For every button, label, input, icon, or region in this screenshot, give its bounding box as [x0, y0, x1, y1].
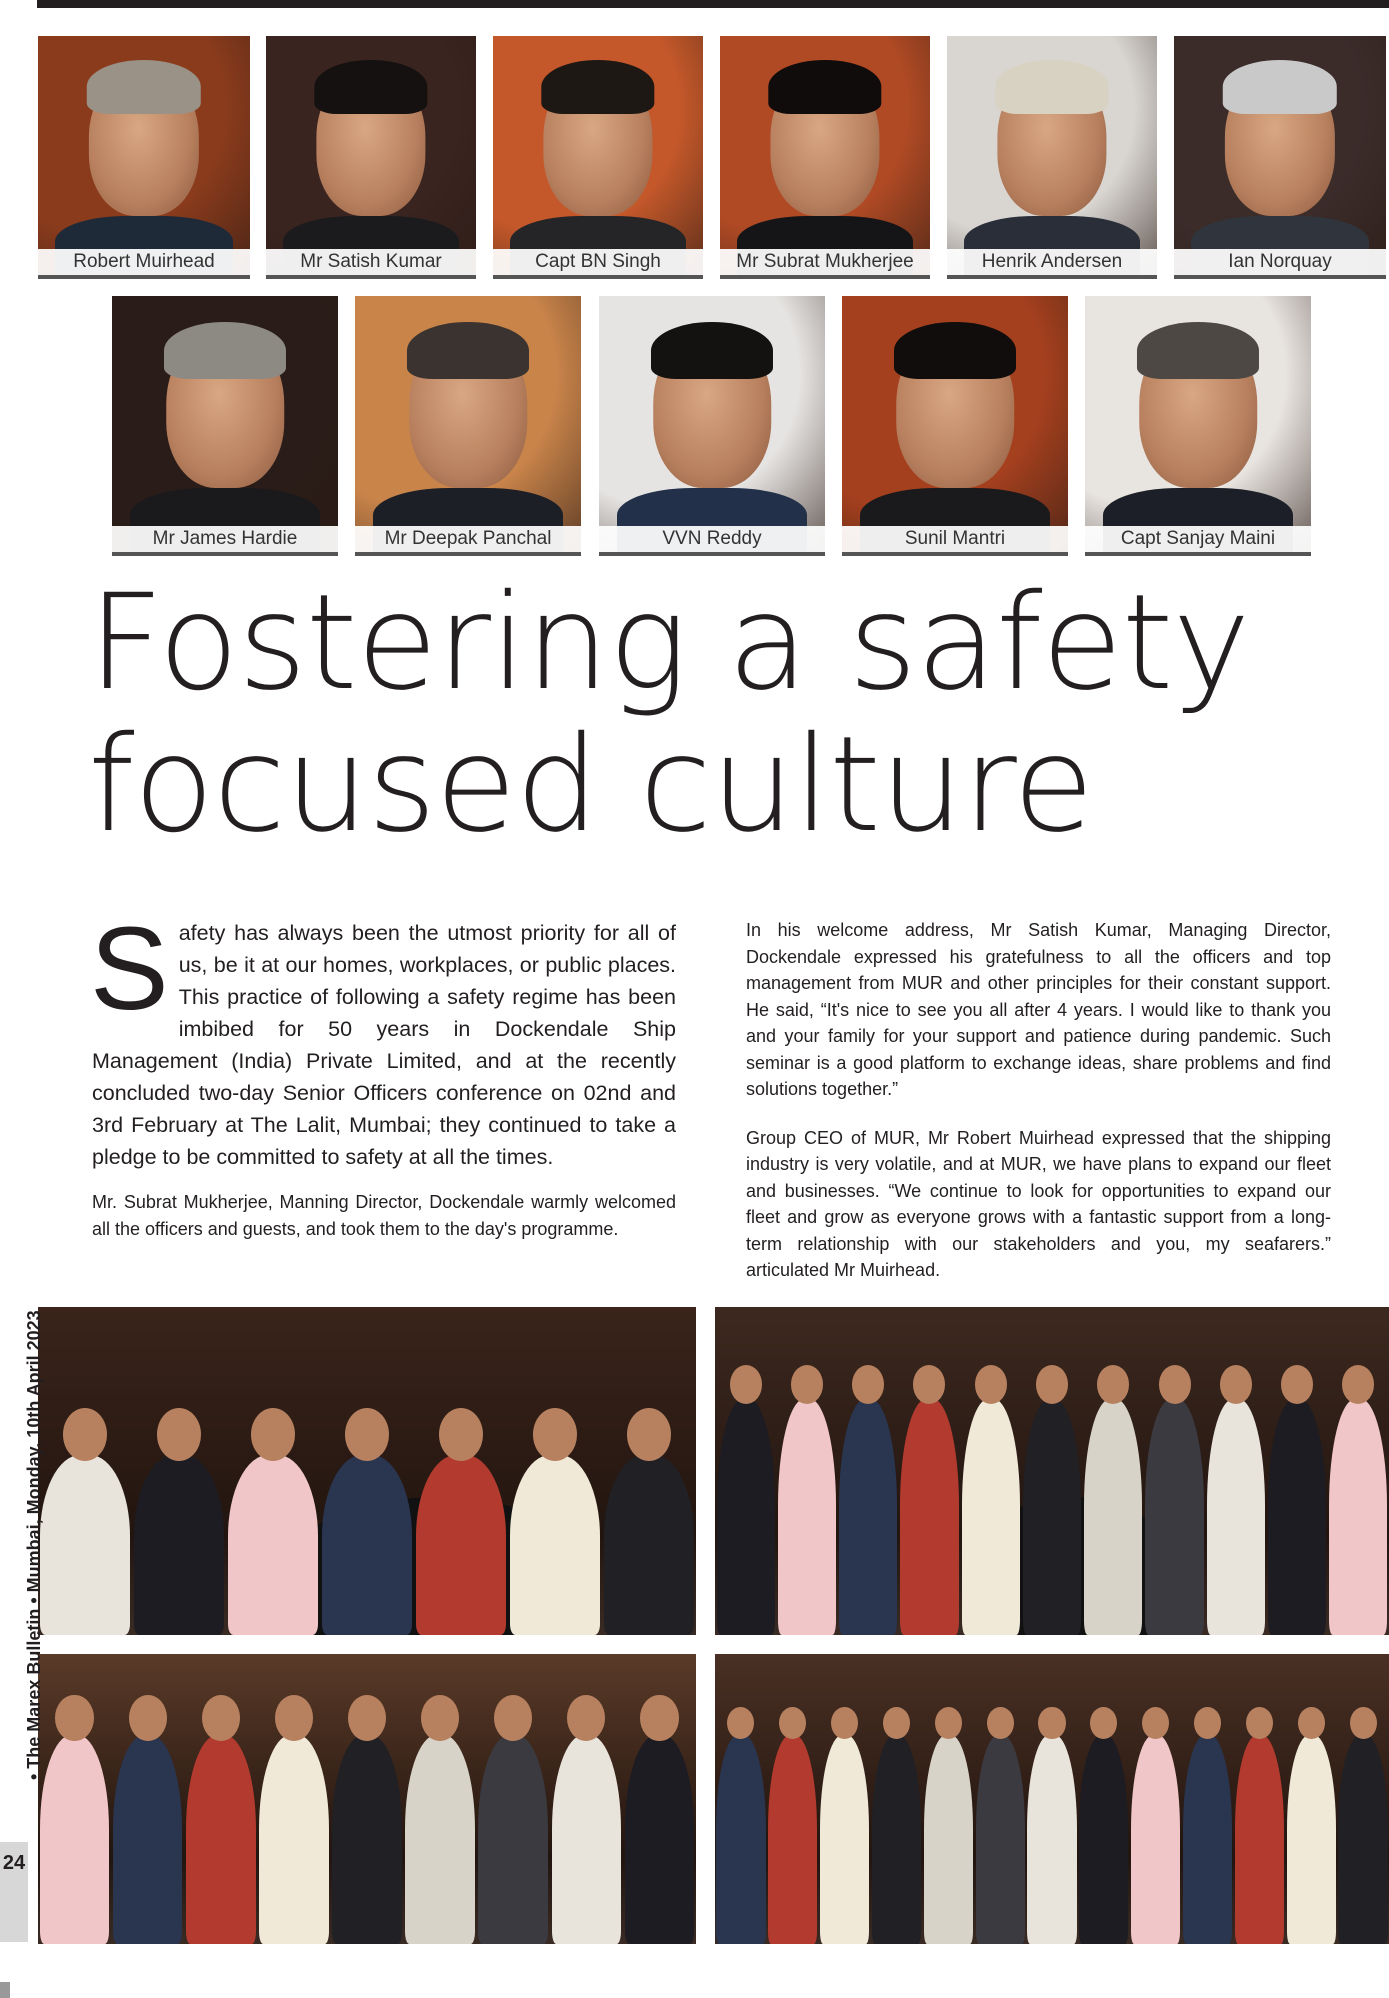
page-corner-mark [0, 1982, 10, 1998]
person-figure [228, 1455, 317, 1635]
person-face [157, 1408, 201, 1461]
person-face [494, 1695, 532, 1741]
person-figure [962, 1399, 1020, 1635]
person-figure [405, 1735, 474, 1944]
person-face [421, 1695, 459, 1741]
person-face [791, 1365, 823, 1403]
person-figure [113, 1735, 182, 1944]
person-face [935, 1707, 962, 1740]
person-figure [552, 1735, 621, 1944]
publication-dateline: • The Marex Bulletin • Mumbai, Monday, 10th April 2023 [24, 1310, 44, 1780]
person-figure [322, 1455, 411, 1635]
person-face [63, 1408, 107, 1461]
person-figure [478, 1735, 547, 1944]
headline-line-1: Fostering a safety [88, 566, 1250, 720]
person-face [533, 1408, 577, 1461]
person-figure [924, 1735, 973, 1944]
person-face [883, 1707, 910, 1740]
portrait-sunil-mantri [842, 296, 1068, 556]
article-lead-paragraph [90, 903, 676, 1173]
portrait-caption: Sunil Mantri [842, 526, 1068, 552]
person-figure [716, 1735, 765, 1944]
person-face [852, 1365, 884, 1403]
person-figure [1235, 1735, 1284, 1944]
person-figure [839, 1399, 897, 1635]
person-figure [186, 1735, 255, 1944]
person-face [987, 1707, 1014, 1740]
person-figure [1145, 1399, 1203, 1635]
person-figure [40, 1455, 129, 1635]
article-lead-text: afety has always been the utmost priority for all of us, be it at our homes, workplaces, or public places. This practice of following a safety regime has been imbibed for 50 years in Dockendale Ship Management (India) Private Limited, and at the recently concluded two-day Senior Officers conference on 02nd and 3rd February at The Lalit, Mumbai; they continued to take a pledge to be committed to safety at all the times. [92, 921, 676, 1169]
portrait-caption: Capt Sanjay Maini [1085, 526, 1311, 552]
portrait-ian-norquay [1174, 36, 1386, 279]
person-figure [1268, 1399, 1326, 1635]
person-figure [625, 1735, 694, 1944]
person-figure [259, 1735, 328, 1944]
portrait-deepak-panchal [355, 296, 581, 556]
person-face [567, 1695, 605, 1741]
article-paragraph: Group CEO of MUR, Mr Robert Muirhead expressed that the shipping industry is very volatile, and at MUR, we have plans to expand our fleet and businesses. “We continue to look for opportunities to expand our fleet and grow as everyone grows with a fantastic support from a long-term relationship with our stakeholders and you, my seafarers.” articulated Mr Muirhead. [746, 1127, 1331, 1280]
person-face [913, 1365, 945, 1403]
person-figure [1079, 1735, 1128, 1944]
person-face [1350, 1707, 1377, 1740]
portrait-vvn-reddy [599, 296, 825, 556]
portrait-caption: Mr Deepak Panchal [355, 526, 581, 552]
person-face [1246, 1707, 1273, 1740]
person-face [55, 1695, 93, 1741]
person-face [1281, 1365, 1313, 1403]
portrait-satish-kumar [266, 36, 476, 279]
person-figure [820, 1735, 869, 1944]
portrait-caption: Mr Satish Kumar [266, 249, 476, 275]
event-photo-seated-group [38, 1307, 696, 1635]
person-figure [900, 1399, 958, 1635]
portrait-caption: Mr James Hardie [112, 526, 338, 552]
article-paragraph: Mr. Subrat Mukherjee, Manning Director, Dockendale warmly welcomed all the officers and guests, and took them to the day's programme. [92, 1192, 676, 1239]
person-figure [1027, 1735, 1076, 1944]
portrait-caption: Ian Norquay [1174, 249, 1386, 275]
portrait-robert-muirhead [38, 36, 250, 279]
person-face [1159, 1365, 1191, 1403]
article-paragraph: In his welcome address, Mr Satish Kumar, Managing Director, Dockendale expressed his gratefulness to all the officers and top management from MUR and other principles for their constant support. He said, “It's nice to see you all after 4 years. I would like to thank you and your family for your support and patience during pandemic. Such seminar is a good platform to exchange ideas, share problems and find solutions together.” [746, 920, 1331, 1099]
person-figure [510, 1455, 599, 1635]
person-figure [768, 1735, 817, 1944]
person-figure [717, 1399, 775, 1635]
portrait-caption: Robert Muirhead [38, 249, 250, 275]
person-face [1220, 1365, 1252, 1403]
portrait-henrik-andersen [947, 36, 1157, 279]
person-face [345, 1408, 389, 1461]
article-left-column [90, 903, 676, 1264]
portrait-caption: Mr Subrat Mukherjee [720, 249, 930, 275]
page-number: 24 [2, 1852, 26, 1874]
person-face [730, 1365, 762, 1403]
portrait-caption: Henrik Andersen [947, 249, 1157, 275]
person-figure [1287, 1735, 1336, 1944]
event-photo-executives-group [38, 1654, 696, 1944]
person-figure [872, 1735, 921, 1944]
top-rule [37, 0, 1389, 8]
person-figure [134, 1455, 223, 1635]
portrait-bn-singh [493, 36, 703, 279]
person-face [1194, 1707, 1221, 1740]
headline-line-2: focused culture [88, 708, 1094, 862]
person-face [1342, 1365, 1374, 1403]
person-figure [1183, 1735, 1232, 1944]
portrait-caption: Capt BN Singh [493, 249, 703, 275]
person-face [1036, 1365, 1068, 1403]
person-face [202, 1695, 240, 1741]
person-figure [332, 1735, 401, 1944]
person-face [1097, 1365, 1129, 1403]
person-figure [40, 1735, 109, 1944]
page-headline [88, 566, 1348, 862]
person-face [129, 1695, 167, 1741]
person-figure [1084, 1399, 1142, 1635]
portrait-sanjay-maini [1085, 296, 1311, 556]
person-figure [1131, 1735, 1180, 1944]
person-face [348, 1695, 386, 1741]
event-photo-standing-table-group [715, 1307, 1389, 1635]
article-right-column [746, 917, 1331, 1306]
person-face [439, 1408, 483, 1461]
portrait-james-hardie [112, 296, 338, 556]
person-figure [416, 1455, 505, 1635]
person-face [275, 1695, 313, 1741]
person-face [1038, 1707, 1065, 1740]
person-figure [1329, 1399, 1387, 1635]
person-figure [604, 1455, 693, 1635]
portrait-caption: VVN Reddy [599, 526, 825, 552]
person-face [627, 1408, 671, 1461]
person-face [251, 1408, 295, 1461]
person-figure [1023, 1399, 1081, 1635]
person-figure [778, 1399, 836, 1635]
person-figure [1338, 1735, 1387, 1944]
person-face [1298, 1707, 1325, 1740]
portrait-subrat-mukherjee [720, 36, 930, 279]
person-face [975, 1365, 1007, 1403]
person-figure [976, 1735, 1025, 1944]
event-photo-officers-group [715, 1654, 1389, 1944]
person-figure [1207, 1399, 1265, 1635]
person-face [640, 1695, 678, 1741]
drop-cap: S [90, 903, 169, 1035]
